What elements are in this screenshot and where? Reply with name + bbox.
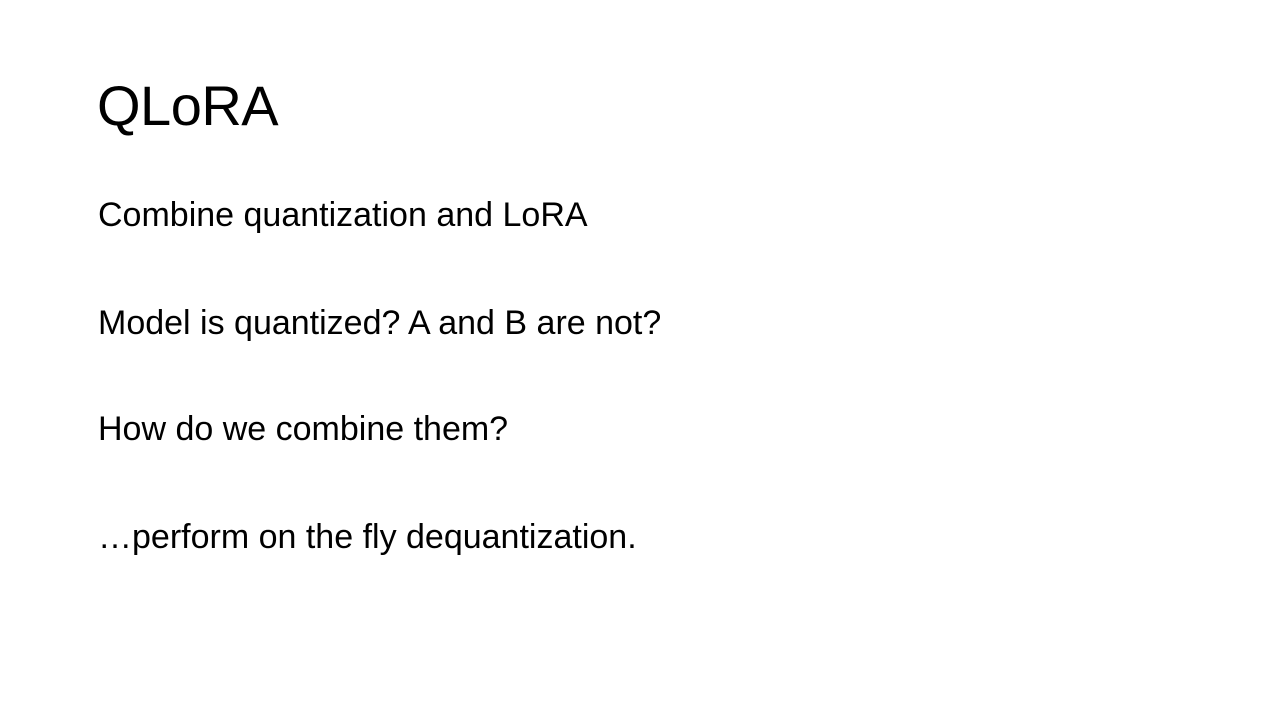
bullet-combine-quantization-lora: Combine quantization and LoRA (98, 196, 588, 234)
bullet-how-combine: How do we combine them? (98, 410, 509, 448)
bullet-model-quantized: Model is quantized? A and B are not? (98, 304, 662, 342)
slide-title: QLoRA (97, 74, 279, 137)
bullet-on-the-fly-dequantization: …perform on the fly dequantization. (98, 518, 637, 556)
